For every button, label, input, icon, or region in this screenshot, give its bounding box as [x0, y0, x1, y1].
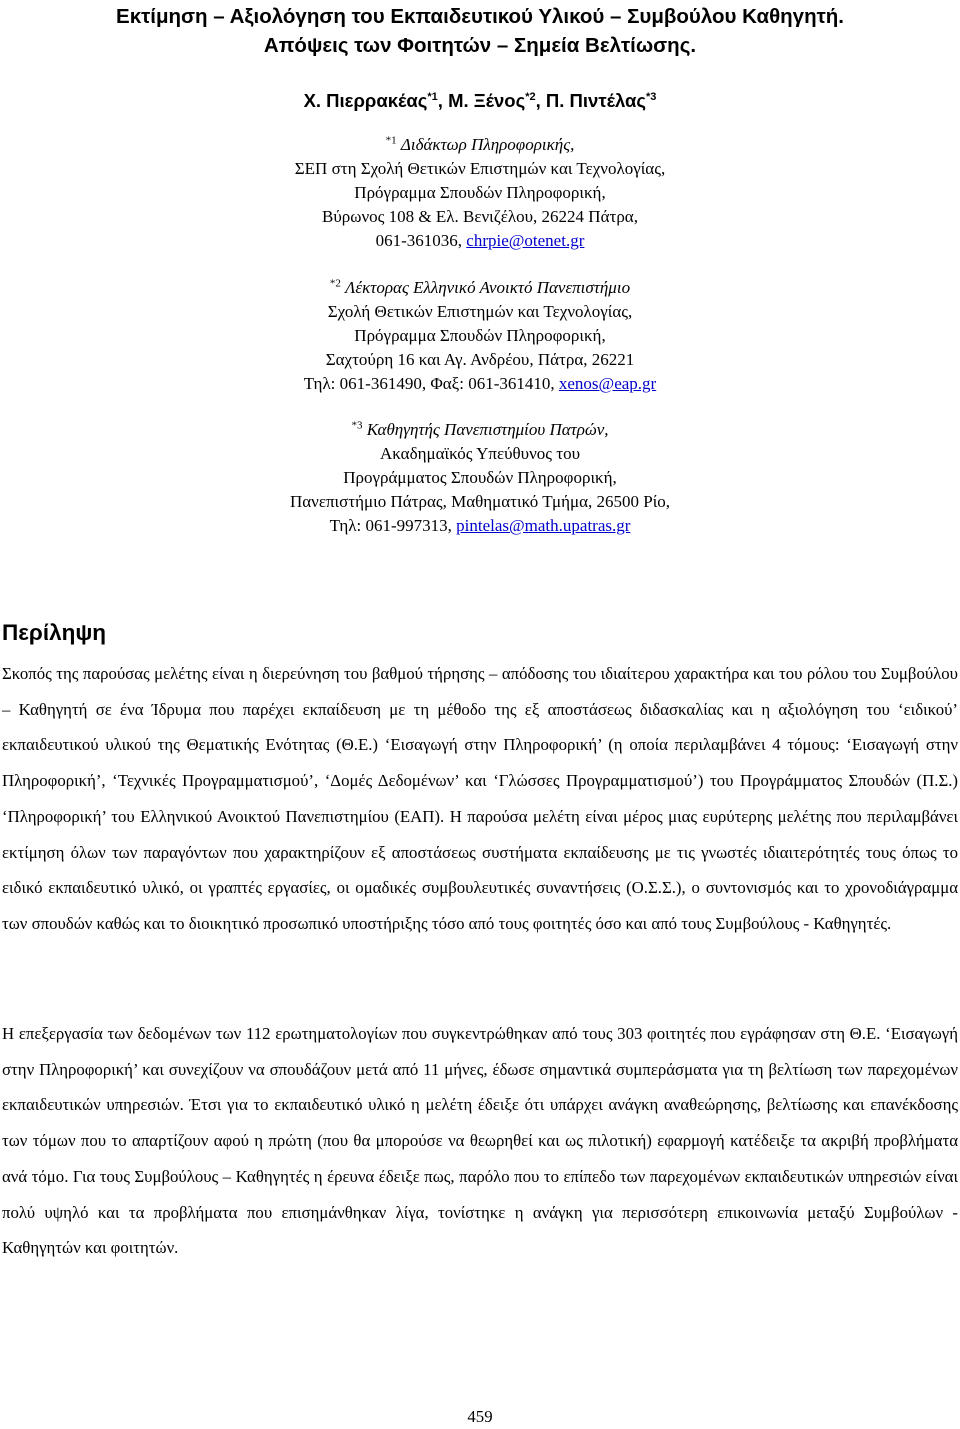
affiliation-line: Πρόγραμμα Σπουδών Πληροφορική,	[354, 326, 606, 345]
affiliation-line: Προγράμματος Σπουδών Πληροφορική,	[343, 468, 617, 487]
affiliation-line: Σαχτούρη 16 και Αγ. Ανδρέου, Πάτρα, 26221	[325, 350, 635, 369]
affiliation-marker: *1	[385, 134, 397, 147]
author-marker: *1	[427, 90, 438, 103]
affiliation-marker: *2	[329, 277, 341, 290]
author-name: Μ. Ξένος	[448, 90, 526, 111]
affiliation-contact: 061-361036,	[375, 231, 467, 250]
author-name: Π. Πιντέλας	[545, 90, 647, 111]
affiliation-line: Πανεπιστήμιο Πάτρας, Μαθηματικό Τμήμα, 26500 Ρίο,	[289, 492, 671, 511]
affiliation-contact: Τηλ: 061-997313,	[329, 516, 457, 535]
affiliation-role: Διδάκτωρ Πληροφορικής,	[400, 135, 575, 154]
affiliation-2	[0, 276, 960, 396]
affiliation-role: Καθηγητής Πανεπιστημίου Πατρών,	[366, 420, 609, 439]
affiliation-contact: Τηλ: 061-361490, Φαξ: 061-361410,	[303, 374, 559, 393]
author-list: Χ. Πιερρακέας$^{*1}$, Μ. Ξένος$^{*2}$, Π. Πιντέλας$^{*3}$	[303, 90, 657, 111]
abstract-paragraph-1: Σκοπός της παρούσας μελέτης είναι η διερεύνηση του βαθμού τήρησης – απόδοσης του ιδιαίτερου χαρακτήρα και του ρόλου του Συμβούλου – Καθηγητή σε ένα Ίδρυμα που παρέχει εκπαίδευση με τη μέθοδο της εξ αποστάσεως διδασκαλίας και η αξιολόγηση του ‘ειδικού’ εκπαιδευτικού υλικού της Θεματικής Ενότητας (Θ.Ε.) ‘Εισαγωγή στην Πληροφορική’ (η οποία περιλαμβάνει 4 τόμους: ‘Εισαγωγή στην Πληροφορική’, ‘Τεχνικές Προγραμματισμού’, ‘Δομές Δεδομένων’ και ‘Γλώσσες Προγραμματισμού’) του Προγράμματος Σπουδών (Π.Σ.) ‘Πληροφορική’ του Ελληνικού Ανοικτού Πανεπιστημίου (ΕΑΠ). Η παρούσα μελέτη είναι μέρος μιας ευρύτερης μελέτης που περιλαμβάνει εκτίμηση όλων των παραγόντων που χαρακτηρίζουν εξ αποστάσεως συστήματα εκπαίδευσης με τις γνωστές ιδιαιτερότητές τους όπως το ειδικό εκπαιδευτικό υλικό, οι γραπτές εργασίες, οι ομαδικές συμβουλευτικές συναντήσεις (Ο.Σ.Σ.), ο συντονισμός και το χρονοδιάγραμμα των σπουδών καθώς και το διοικητικό προσωπικό υποστήριξης τόσο από τους φοιτητές όσο και από τους Συμβούλους - Καθηγητές.	[2, 664, 958, 933]
affiliation-role: Λέκτορας Ελληνικό Ανοικτό Πανεπιστήμιο	[345, 278, 631, 297]
affiliation-line: ΣΕΠ στη Σχολή Θετικών Επιστημών και Τεχνολογίας,	[294, 159, 666, 178]
email-link[interactable]: xenos@eap.gr	[558, 374, 657, 393]
page-number: 459	[467, 1407, 493, 1426]
affiliation-marker: *3	[351, 419, 363, 432]
title-line-1: Εκτίμηση – Αξιολόγηση του Εκπαιδευτικού Υλικού – Συμβούλου Καθηγητή.	[116, 5, 844, 28]
paper-title	[0, 2, 960, 60]
email-link[interactable]: chrpie@otenet.gr	[466, 231, 585, 250]
abstract-paragraph-2: Η επεξεργασία των δεδομένων των 112 ερωτηματολογίων που συγκεντρώθηκαν από τους 303 φοιτητές που εγράφησαν στη Θ.Ε. ‘Εισαγωγή στην Πληροφορική’ και συνεχίζουν να σπουδάζουν μετά από 11 μήνες, έδωσε σημαντικά συμπεράσματα για τη βελτίωση των παρεχομένων εκπαιδευτικών υπηρεσιών. Έτσι για το εκπαιδευτικό υλικό η μελέτη έδειξε ότι υπάρχει ανάγκη αναθεώρησης, βελτίωσης και επανέκδοσης των τόμων που το απαρτίζουν αφού η πρώτη (που θα μπορούσε να θεωρηθεί και ως πιλοτική) εφαρμογή κατέδειξε τα ακριβή προβλήματα ανά τόμο. Για τους Συμβούλους – Καθηγητές η έρευνα έδειξε πως, παρόλο που το επίπεδο των παρεχομένων εκπαιδευτικών υπηρεσιών είναι πολύ υψηλό και τα προβλήματα που επισημάνθηκαν λίγα, τονίστηκε η ανάγκη για περισσότερη επικοινωνία μεταξύ Συμβούλων - Καθηγητών και φοιτητών.	[2, 1024, 958, 1258]
email-link[interactable]: pintelas@math.upatras.gr	[456, 516, 631, 535]
affiliation-3	[0, 418, 960, 538]
affiliation-line: Πρόγραμμα Σπουδών Πληροφορική,	[354, 183, 606, 202]
affiliation-line: Σχολή Θετικών Επιστημών και Τεχνολογίας,	[327, 302, 633, 321]
author-marker: *3	[646, 90, 657, 103]
author-marker: *2	[525, 90, 536, 103]
author-name: Χ. Πιερρακέας	[303, 90, 428, 111]
abstract-heading: Περίληψη	[2, 620, 107, 645]
affiliation-1	[0, 133, 960, 253]
title-line-2: Απόψεις των Φοιτητών – Σημεία Βελτίωσης.	[263, 34, 697, 57]
affiliation-line: Βύρωνος 108 & Ελ. Βενιζέλου, 26224 Πάτρα,	[322, 207, 638, 226]
affiliation-line: Ακαδημαϊκός Υπεύθυνος του	[379, 444, 581, 463]
